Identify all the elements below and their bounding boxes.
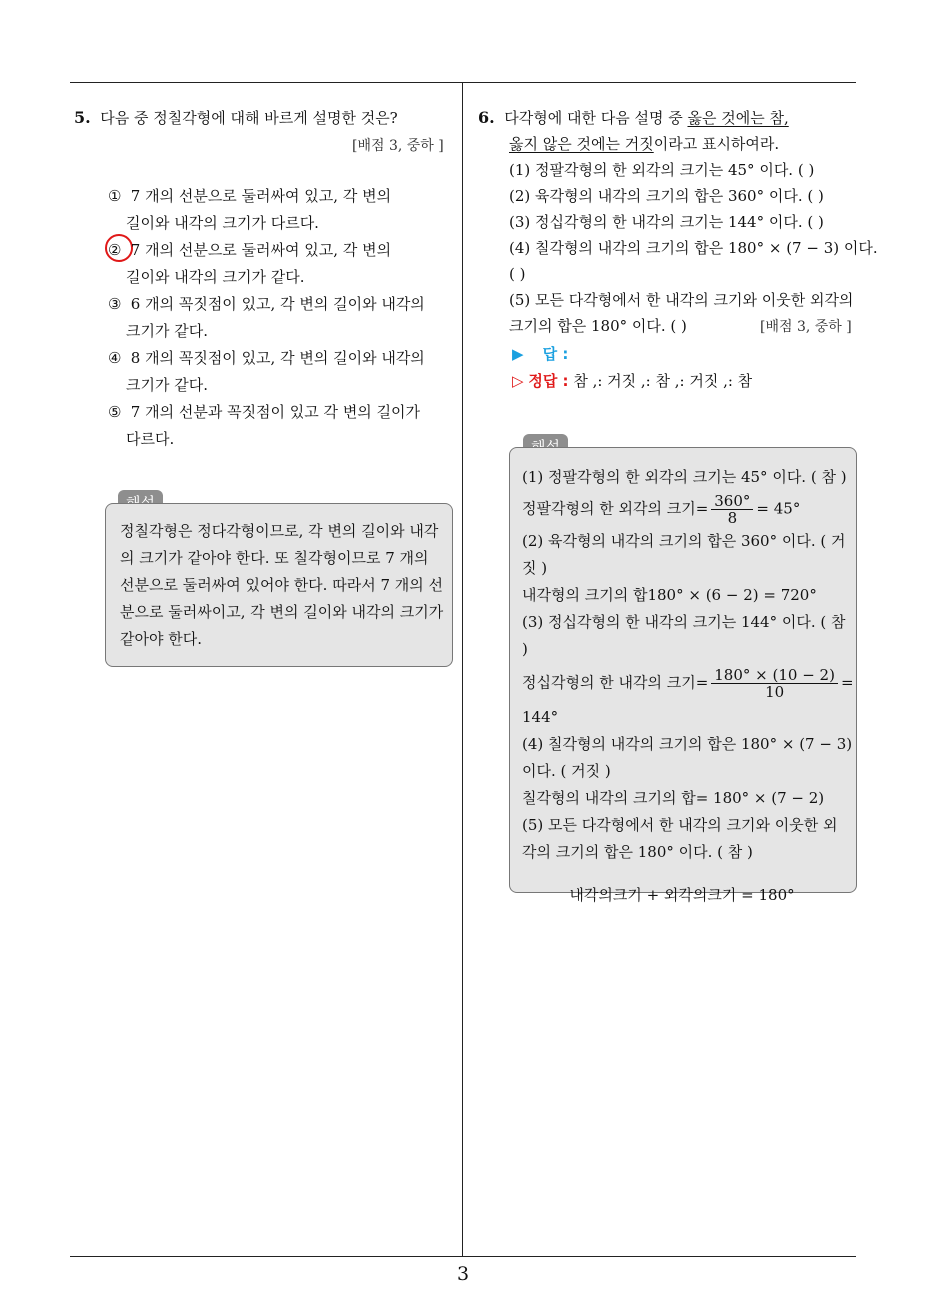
explanation-line: 칠각형의 내각의 크기의 합= 180° × (7 − 2) — [522, 789, 825, 807]
explanation-line: 내각형의 크기의 합180° × (6 − 2) = 720° — [522, 586, 817, 604]
correct-label: 정답 : — [528, 372, 569, 390]
answer-arrow-icon: ▶ — [512, 345, 524, 363]
q5-explanation-box — [105, 503, 453, 667]
option-text: 7 개의 선분으로 둘러싸여 있고, 각 변의 — [130, 187, 392, 205]
correct-arrow-icon: ▷ — [512, 372, 524, 390]
q6-number: 6. — [478, 108, 495, 127]
q6-item: 크기의 합은 180° 이다. ( ) — [509, 317, 687, 335]
fraction-numerator: 180° × (10 − 2) — [711, 667, 838, 684]
q5-option-5[interactable] — [108, 399, 425, 453]
explanation-text: 정팔각형의 한 외각의 크기= — [522, 499, 709, 518]
q6-question-part: 이라고 표시하여라. — [653, 135, 780, 153]
option-text: 7 개의 선분과 꼭짓점이 있고 각 변의 길이가 — [130, 403, 421, 421]
q6-item: (3) 정십각형의 한 내각의 크기는 144° 이다. ( ) — [509, 213, 824, 231]
fraction — [711, 493, 753, 526]
page-number: 3 — [456, 1263, 470, 1285]
explanation-line: (2) 육각형의 내각의 크기의 합은 360° 이다. ( 거 — [522, 532, 846, 550]
q5-options — [108, 183, 425, 453]
option-text: 크기가 같다. — [126, 322, 208, 340]
option-mark: ② — [108, 241, 122, 259]
q6-score: [배점 3, 중하 ] — [760, 319, 852, 335]
explanation-line: (3) 정십각형의 한 내각의 크기는 144° 이다. ( 참 — [522, 613, 846, 631]
explanation-line: 선분으로 둘러싸여 있어야 한다. 따라서 7 개의 선 — [120, 576, 443, 594]
q6-answer-row — [512, 341, 568, 368]
q6-question-line2 — [509, 131, 779, 157]
q6-question-underlined: 옳은 것에는 참, — [687, 109, 789, 127]
q5-option-2[interactable] — [108, 237, 425, 291]
q5-number: 5. — [74, 108, 91, 127]
fraction — [711, 667, 838, 700]
explanation-line: 분으로 둘러싸이고, 각 변의 길이와 내각의 크기가 — [120, 603, 444, 621]
q5-header — [74, 105, 398, 131]
explanation-formula: 내각의크기 + 외각의크기 = 180° — [569, 886, 795, 904]
option-text: 크기가 같다. — [126, 376, 208, 394]
explanation-line: 각의 크기의 합은 180° 이다. ( 참 ) — [522, 843, 753, 861]
q5-option-3[interactable] — [108, 291, 425, 345]
explanation-line: ) — [522, 640, 528, 658]
option-mark: ⑤ — [108, 403, 122, 421]
explanation-line: 의 크기가 같아야 한다. 또 칠각형이므로 7 개의 — [120, 549, 429, 567]
q6-item: (4) 칠각형의 내각의 크기의 합은 180° × (7 − 3) 이다. — [509, 239, 878, 257]
option-mark: ④ — [108, 349, 122, 367]
q6-explanation-box — [509, 447, 857, 904]
fraction-numerator: 360° — [711, 493, 753, 510]
q5-score: [배점 3, 중하 ] — [352, 138, 444, 154]
option-text: 길이와 내각의 크기가 같다. — [126, 268, 305, 286]
explanation-fraction-line — [522, 493, 856, 526]
option-mark: ③ — [108, 295, 122, 313]
fraction-denominator: 10 — [765, 683, 785, 701]
top-rule — [70, 82, 856, 83]
option-text: 다르다. — [126, 430, 175, 448]
answer-label: 답 : — [542, 345, 569, 363]
explanation-line: (4) 칠각형의 내각의 크기의 합은 180° × (7 − 3) — [522, 735, 853, 753]
option-mark: ① — [108, 187, 122, 205]
explanation-line: 같아야 한다. — [120, 630, 202, 648]
explanation-text: 정십각형의 한 내각의 크기= — [522, 673, 709, 692]
q6-item: (1) 정팔각형의 한 외각의 크기는 45° 이다. ( ) — [509, 161, 815, 179]
q6-item: (5) 모든 다각형에서 한 내각의 크기와 이웃한 외각의 — [509, 291, 854, 309]
explanation-text: = 45° — [756, 499, 801, 518]
q6-question-underlined: 옳지 않은 것에는 거짓 — [509, 135, 654, 153]
q6-item: ( ) — [509, 265, 526, 283]
option-text: 7 개의 선분으로 둘러싸여 있고, 각 변의 — [130, 241, 392, 259]
q6-item: (2) 육각형의 내각의 크기의 합은 360° 이다. ( ) — [509, 187, 824, 205]
q6-correct-row — [512, 368, 752, 395]
q6-question-part: 다각형에 대한 다음 설명 중 — [504, 109, 688, 127]
q6-header — [478, 105, 789, 131]
explanation-line: (5) 모든 다각형에서 한 내각의 크기와 이웃한 외 — [522, 816, 838, 834]
explanation-line: (1) 정팔각형의 한 외각의 크기는 45° 이다. ( 참 ) — [522, 468, 847, 486]
correct-value: 참 ,: 거짓 ,: 참 ,: 거짓 ,: 참 — [573, 372, 753, 390]
q5-option-4[interactable] — [108, 345, 425, 399]
explanation-line: 144° — [522, 708, 559, 726]
bottom-rule — [70, 1256, 856, 1257]
option-text: 6 개의 꼭짓점이 있고, 각 변의 길이와 내각의 — [130, 295, 425, 313]
q5-option-1[interactable] — [108, 183, 425, 237]
explanation-line: 이다. ( 거짓 ) — [522, 762, 611, 780]
q5-question: 다음 중 정칠각형에 대해 바르게 설명한 것은? — [100, 109, 398, 127]
explanation-line: 정칠각형은 정다각형이므로, 각 변의 길이와 내각 — [120, 522, 439, 540]
q6-items — [509, 157, 878, 339]
option-text: 길이와 내각의 크기가 다르다. — [126, 214, 319, 232]
explanation-line: 짓 ) — [522, 559, 548, 577]
fraction-denominator: 8 — [727, 509, 738, 527]
explanation-fraction-line — [522, 667, 856, 700]
explanation-text: = — [840, 673, 854, 692]
column-divider — [462, 82, 463, 1256]
option-text: 8 개의 꼭짓점이 있고, 각 변의 길이와 내각의 — [130, 349, 425, 367]
